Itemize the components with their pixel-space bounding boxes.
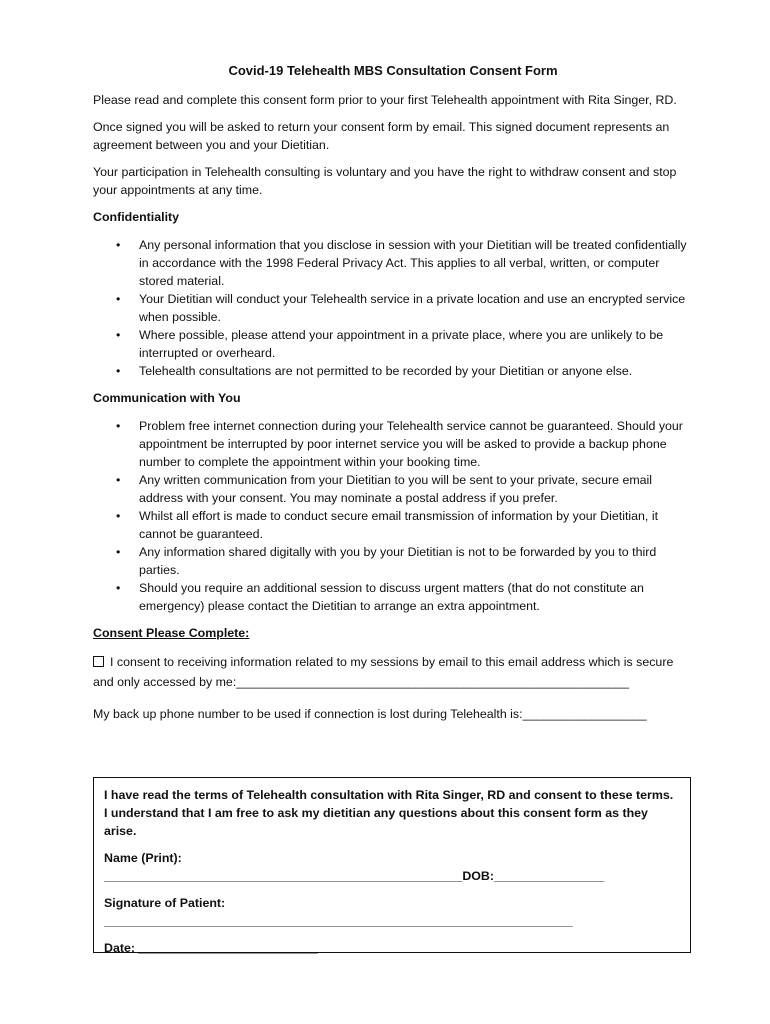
list-item: • Your Dietitian will conduct your Telehealth service in a private location and use an encrypted service when possible. <box>93 290 693 326</box>
list-item: • Any information shared digitally with you by your Dietitian is not to be forwarded by you to third parties. <box>93 543 693 579</box>
list-item: • Telehealth consultations are not permitted to be recorded by your Dietitian or anyone else. <box>93 362 693 380</box>
date-field[interactable]: Date: __________________________ <box>104 941 318 955</box>
intro-paragraph: Your participation in Telehealth consulting is voluntary and you have the right to withdraw consent and stop your appointments at any time. <box>93 165 677 197</box>
email-consent-text: I consent to receiving information related to my sessions by email to this email address which is secure and only accessed by me:_________________________________________________________ <box>93 655 674 689</box>
agreement-box <box>93 777 691 953</box>
signature-field[interactable]: Signature of Patient: ____________________________________________________________________ <box>104 896 573 928</box>
intro-paragraph: Once signed you will be asked to return your consent form by email. This signed document represents an agreement between you and your Dietitian. <box>93 120 670 152</box>
backup-phone-text: My back up phone number to be used if connection is lost during Telehealth is:__________________ <box>93 707 647 721</box>
list-item: • Any written communication from your Dietitian to you will be sent to your private, secure email address with your consent. You may nominate a postal address if you prefer. <box>93 471 693 507</box>
agreement-statement: I have read the terms of Telehealth consultation with Rita Singer, RD and consent to these terms. I understand that I am free to ask my dietitian any questions about this consent form as they arise. <box>104 788 674 838</box>
list-item: • Problem free internet connection during your Telehealth service cannot be guaranteed. Should your appointment be interrupted by poor internet service you will be asked to provide a backup phone number to complete the appointment within your booking time. <box>93 417 693 471</box>
intro-paragraph: Please read and complete this consent form prior to your first Telehealth appointment with Rita Singer, RD. <box>93 93 677 107</box>
list-item: • Where possible, please attend your appointment in a private place, where you are unlikely to be interrupted or overheard. <box>93 326 693 362</box>
email-consent-checkbox[interactable] <box>93 656 104 667</box>
list-item: • Any personal information that you disclose in session with your Dietitian will be treated confidentially in accordance with the 1998 Federal Privacy Act. This applies to all verbal, written, or computer stored material. <box>93 236 693 290</box>
form-content <box>93 61 693 736</box>
communication-list <box>93 417 693 615</box>
list-item: • Should you require an additional session to discuss urgent matters (that do not constitute an emergency) please contact the Dietitian to arrange an extra appointment. <box>93 579 693 615</box>
name-dob-field[interactable]: Name (Print): ____________________________________________________DOB:________________ <box>104 851 605 883</box>
consent-heading: Consent Please Complete: <box>93 626 250 640</box>
form-title: Covid-19 Telehealth MBS Consultation Consent Form <box>228 63 558 78</box>
communication-heading: Communication with You <box>93 391 241 405</box>
email-consent-row <box>93 652 693 692</box>
confidentiality-list <box>93 236 693 380</box>
list-item: • Whilst all effort is made to conduct secure email transmission of information by your Dietitian, it cannot be guaranteed. <box>93 507 693 543</box>
backup-phone-row <box>93 704 693 724</box>
confidentiality-heading: Confidentiality <box>93 210 180 224</box>
